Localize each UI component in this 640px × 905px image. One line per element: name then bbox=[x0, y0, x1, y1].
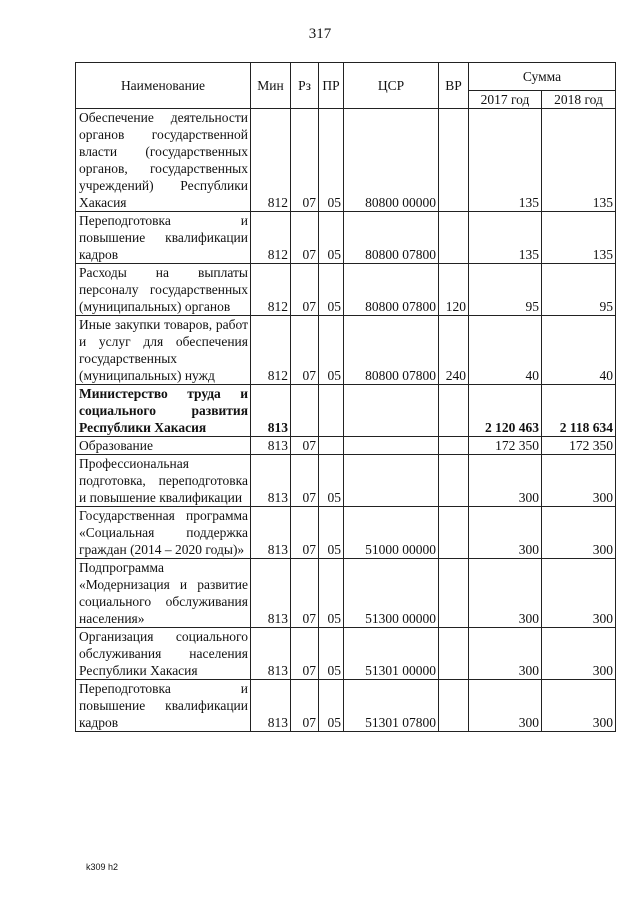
row-rz: 07 bbox=[291, 212, 319, 264]
col-header-2018: 2018 год bbox=[542, 91, 616, 109]
row-2018: 300 bbox=[542, 559, 616, 628]
col-header-min: Мин bbox=[251, 63, 291, 109]
row-min: 812 bbox=[251, 212, 291, 264]
budget-table bbox=[75, 62, 616, 732]
row-name: Иные закупки товаров, работ и услуг для обеспечения государственных (муниципальных) нужд bbox=[76, 316, 251, 385]
row-vr: 240 bbox=[439, 316, 469, 385]
row-vr bbox=[439, 109, 469, 212]
row-2017: 135 bbox=[469, 212, 542, 264]
row-rz: 07 bbox=[291, 680, 319, 732]
row-min: 813 bbox=[251, 507, 291, 559]
row-rz: 07 bbox=[291, 628, 319, 680]
col-header-2017: 2017 год bbox=[469, 91, 542, 109]
row-rz: 07 bbox=[291, 559, 319, 628]
page-number: 317 bbox=[308, 26, 332, 42]
row-rz: 07 bbox=[291, 437, 319, 455]
col-header-vr: ВР bbox=[439, 63, 469, 109]
row-rz: 07 bbox=[291, 316, 319, 385]
col-header-sum: Сумма bbox=[469, 63, 616, 91]
row-pr bbox=[319, 437, 344, 455]
row-pr: 05 bbox=[319, 680, 344, 732]
row-vr: 120 bbox=[439, 264, 469, 316]
row-pr: 05 bbox=[319, 455, 344, 507]
row-name: Министерство труда и социального развития Республики Хакасия bbox=[76, 385, 251, 437]
row-pr: 05 bbox=[319, 212, 344, 264]
row-csr: 51301 07800 bbox=[344, 680, 439, 732]
row-pr: 05 bbox=[319, 316, 344, 385]
table-row bbox=[76, 264, 616, 316]
row-2017: 172 350 bbox=[469, 437, 542, 455]
row-2017: 40 bbox=[469, 316, 542, 385]
table-row bbox=[76, 507, 616, 559]
row-min: 812 bbox=[251, 316, 291, 385]
row-2018: 172 350 bbox=[542, 437, 616, 455]
row-csr: 80800 07800 bbox=[344, 212, 439, 264]
row-2017: 300 bbox=[469, 559, 542, 628]
row-2017: 300 bbox=[469, 455, 542, 507]
row-2018: 300 bbox=[542, 507, 616, 559]
col-header-pr: ПР bbox=[319, 63, 344, 109]
row-min: 812 bbox=[251, 109, 291, 212]
row-csr bbox=[344, 455, 439, 507]
row-2018: 300 bbox=[542, 680, 616, 732]
row-pr: 05 bbox=[319, 109, 344, 212]
row-pr: 05 bbox=[319, 507, 344, 559]
row-csr bbox=[344, 385, 439, 437]
table-row bbox=[76, 628, 616, 680]
row-2017: 2 120 463 bbox=[469, 385, 542, 437]
table-row bbox=[76, 109, 616, 212]
table-row bbox=[76, 385, 616, 437]
row-min: 813 bbox=[251, 385, 291, 437]
row-csr: 80800 07800 bbox=[344, 316, 439, 385]
row-2018: 300 bbox=[542, 628, 616, 680]
row-csr: 51301 00000 bbox=[344, 628, 439, 680]
row-vr bbox=[439, 455, 469, 507]
row-min: 813 bbox=[251, 455, 291, 507]
row-min: 813 bbox=[251, 559, 291, 628]
row-vr bbox=[439, 559, 469, 628]
row-pr: 05 bbox=[319, 264, 344, 316]
table-row bbox=[76, 437, 616, 455]
row-rz bbox=[291, 385, 319, 437]
row-min: 813 bbox=[251, 437, 291, 455]
row-2017: 300 bbox=[469, 680, 542, 732]
row-pr bbox=[319, 385, 344, 437]
row-name: Профессиональная подготовка, переподготовка и повышение квалификации bbox=[76, 455, 251, 507]
row-vr bbox=[439, 212, 469, 264]
row-2017: 135 bbox=[469, 109, 542, 212]
row-name: Организация социального обслуживания населения Республики Хакасия bbox=[76, 628, 251, 680]
row-pr: 05 bbox=[319, 628, 344, 680]
table-row bbox=[76, 316, 616, 385]
row-name: Обеспечение деятельности органов государственной власти (государственных органов, государственных учреждений) Республики Хакасия bbox=[76, 109, 251, 212]
row-2018: 300 bbox=[542, 455, 616, 507]
row-rz: 07 bbox=[291, 109, 319, 212]
row-name: Переподготовка и повышение квалификации кадров bbox=[76, 680, 251, 732]
row-rz: 07 bbox=[291, 455, 319, 507]
row-vr bbox=[439, 628, 469, 680]
row-2018: 135 bbox=[542, 109, 616, 212]
row-name: Переподготовка и повышение квалификации кадров bbox=[76, 212, 251, 264]
row-2018: 40 bbox=[542, 316, 616, 385]
row-min: 813 bbox=[251, 628, 291, 680]
row-2017: 300 bbox=[469, 628, 542, 680]
row-csr bbox=[344, 437, 439, 455]
row-2017: 300 bbox=[469, 507, 542, 559]
col-header-name: Наименование bbox=[76, 63, 251, 109]
row-2018: 2 118 634 bbox=[542, 385, 616, 437]
row-name: Расходы на выплаты персоналу государственных (муниципальных) органов bbox=[76, 264, 251, 316]
row-rz: 07 bbox=[291, 264, 319, 316]
row-csr: 51000 00000 bbox=[344, 507, 439, 559]
row-2018: 135 bbox=[542, 212, 616, 264]
table-row bbox=[76, 455, 616, 507]
table-row bbox=[76, 559, 616, 628]
col-header-rz: Рз bbox=[291, 63, 319, 109]
col-header-csr: ЦСР bbox=[344, 63, 439, 109]
row-csr: 80800 07800 bbox=[344, 264, 439, 316]
row-name: Государственная программа «Социальная поддержка граждан (2014 – 2020 годы)» bbox=[76, 507, 251, 559]
row-csr: 51300 00000 bbox=[344, 559, 439, 628]
row-pr: 05 bbox=[319, 559, 344, 628]
row-vr bbox=[439, 437, 469, 455]
row-min: 812 bbox=[251, 264, 291, 316]
row-vr bbox=[439, 385, 469, 437]
row-csr: 80800 00000 bbox=[344, 109, 439, 212]
row-vr bbox=[439, 680, 469, 732]
row-vr bbox=[439, 507, 469, 559]
row-rz: 07 bbox=[291, 507, 319, 559]
row-name: Образование bbox=[76, 437, 251, 455]
table-row bbox=[76, 680, 616, 732]
row-2018: 95 bbox=[542, 264, 616, 316]
table-row bbox=[76, 212, 616, 264]
row-name: Подпрограмма «Модернизация и развитие социального обслуживания населения» bbox=[76, 559, 251, 628]
footer-code: k309 h2 bbox=[86, 862, 119, 872]
row-2017: 95 bbox=[469, 264, 542, 316]
row-min: 813 bbox=[251, 680, 291, 732]
